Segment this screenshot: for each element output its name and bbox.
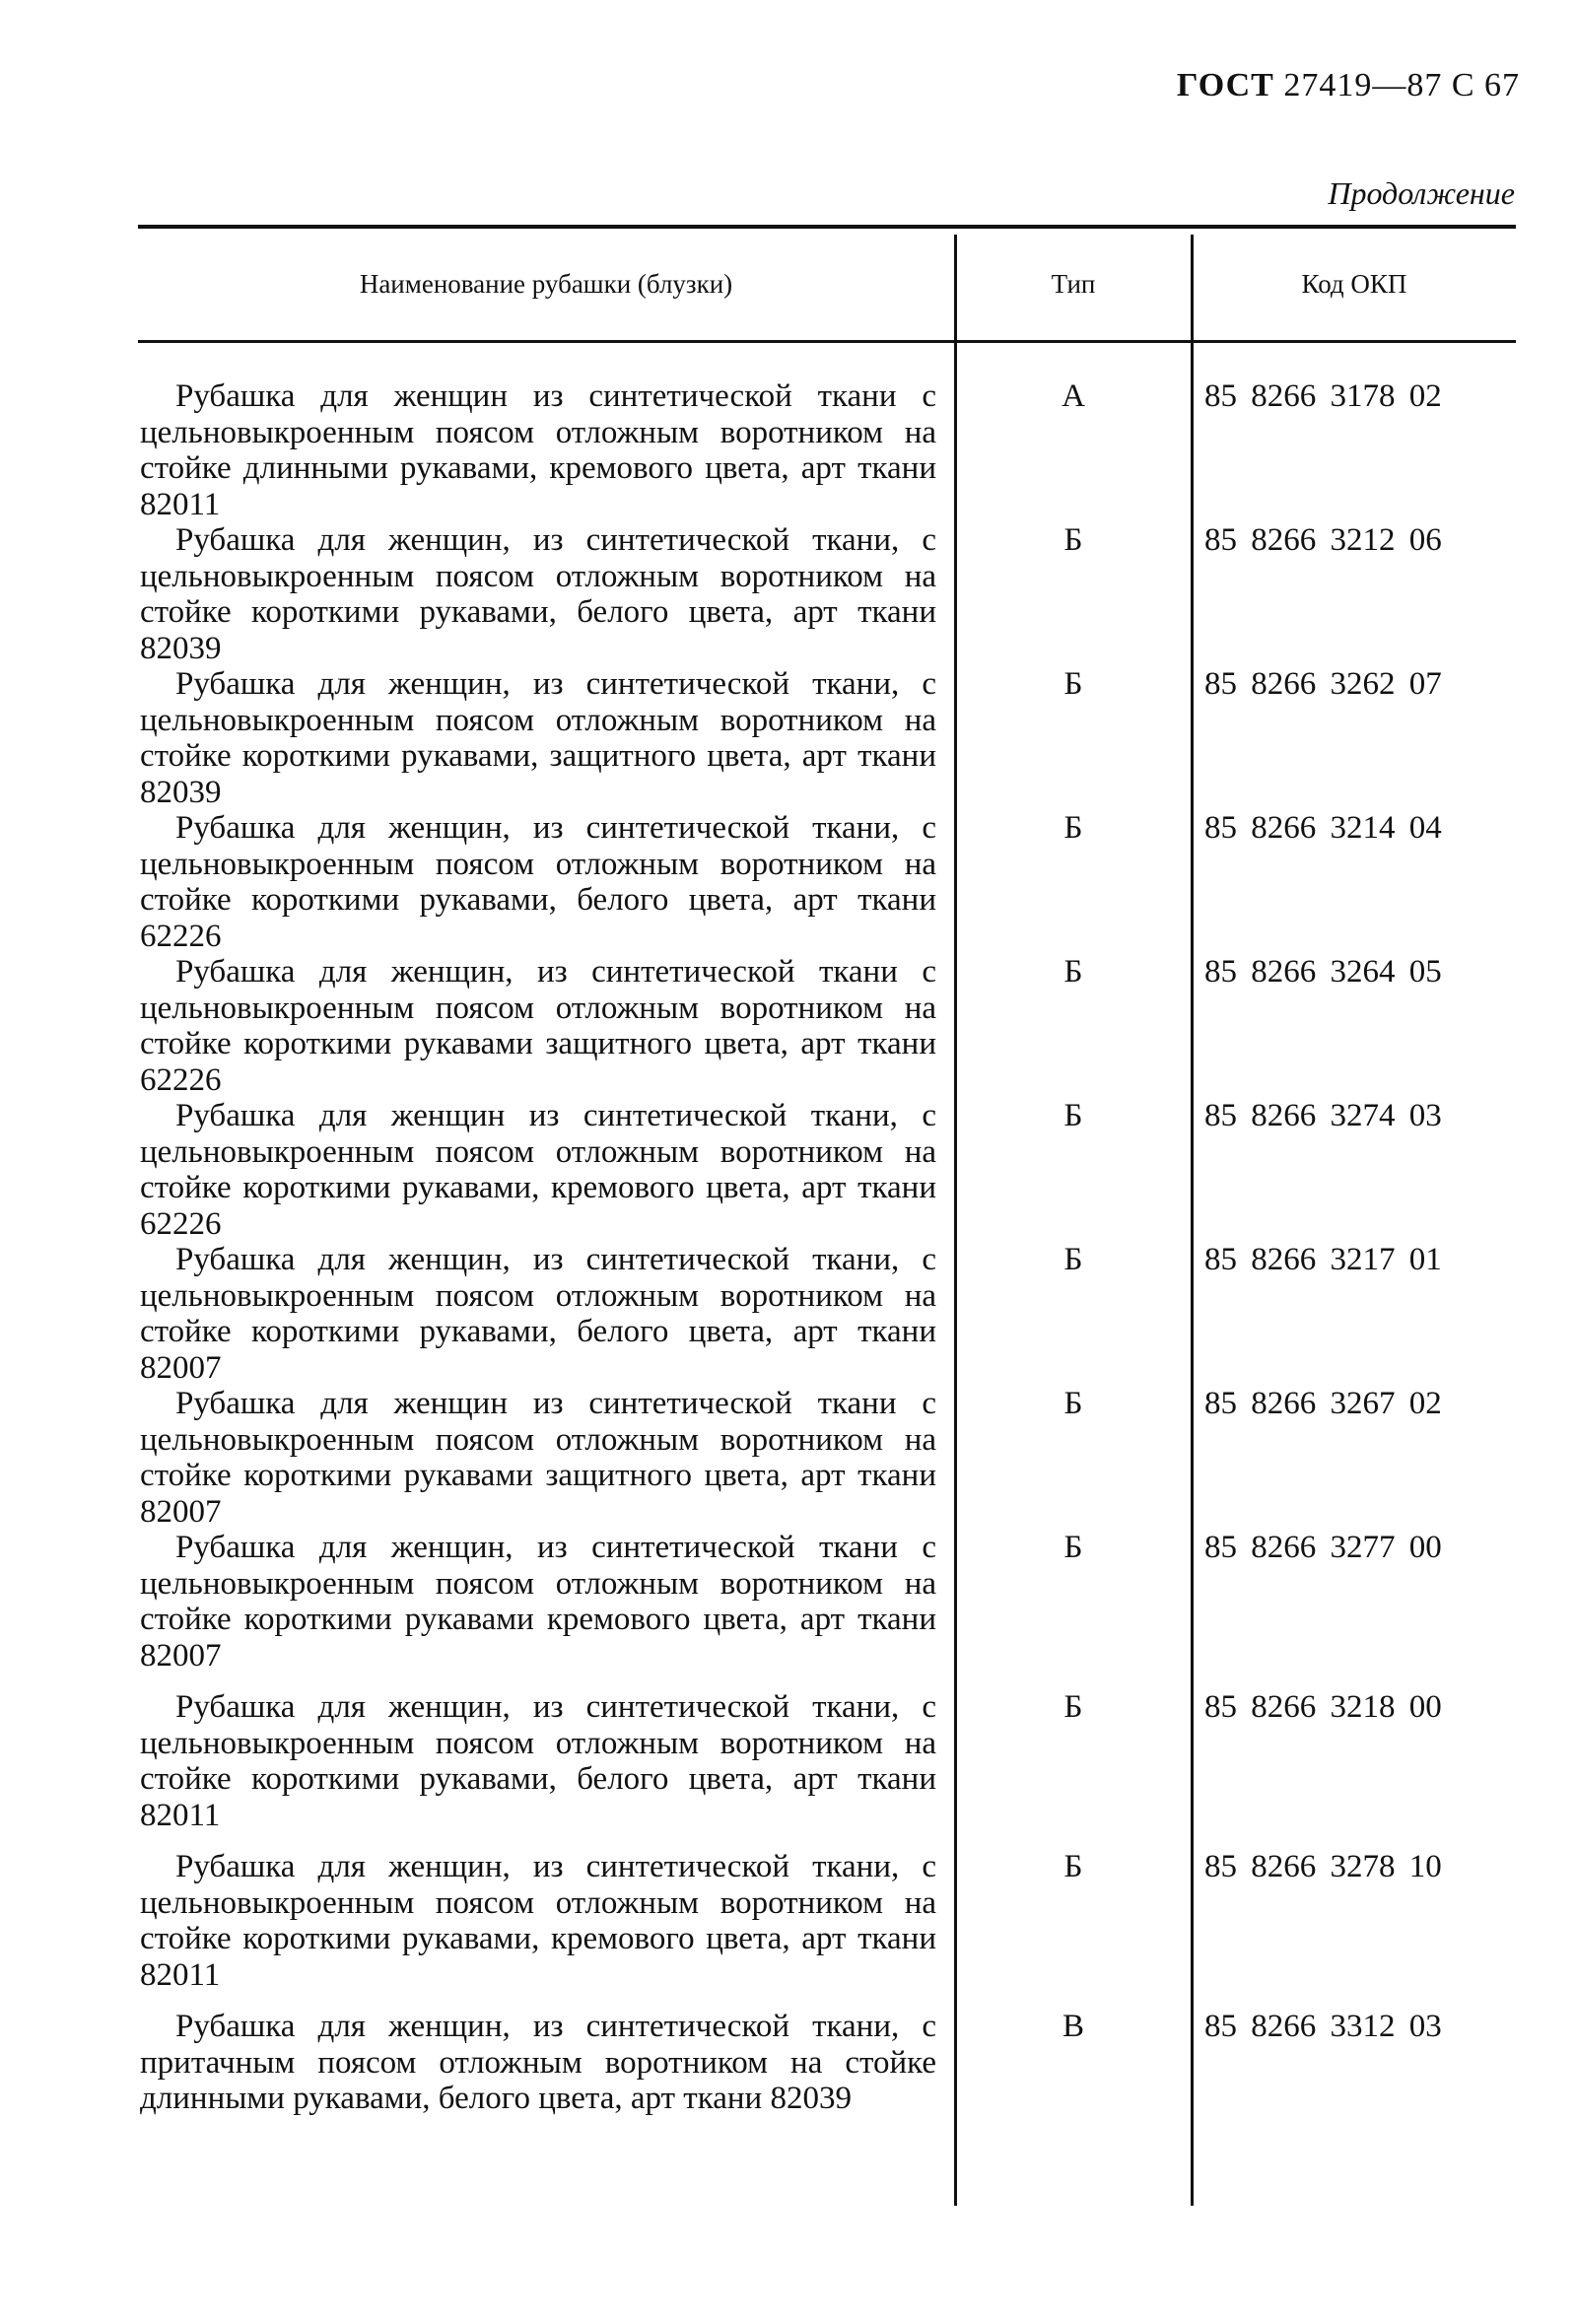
- row-description: Рубашка для женщин, из синтетической ткани, с цельновыкроенным поясом отложным воротником на стойке короткими рукавами, белого цвета, арт ткани 82011: [140, 1689, 936, 1833]
- column-header-name: Наименование рубашки (блузки): [359, 269, 733, 299]
- continuation-label: Продолжение: [1328, 175, 1515, 211]
- column-header-code: Код ОКП: [1301, 269, 1407, 299]
- row-type: Б: [1063, 1849, 1083, 1884]
- row-description: Рубашка для женщин, из синтетической ткани, с цельновыкроенным поясом отложным воротником на стойке короткими рукавами, белого цвета, арт ткани 82007: [140, 1242, 936, 1386]
- row-code: 85 8266 3214 04: [1204, 810, 1442, 846]
- row-type: Б: [1063, 810, 1083, 846]
- row-description: Рубашка для женщин, из синтетической ткани с цельновыкроенным поясом отложным воротником на стойке короткими рукавами кремового цвета, арт ткани 82007: [140, 1530, 936, 1674]
- row-code: 85 8266 3274 03: [1204, 1098, 1442, 1133]
- row-description: Рубашка для женщин, из синтетической ткани, с цельновыкроенным поясом отложным воротником на стойке короткими рукавами, кремового цвета, арт ткани 82011: [140, 1849, 936, 1993]
- row-type: Б: [1063, 1098, 1083, 1133]
- row-code: 85 8266 3267 02: [1204, 1386, 1442, 1421]
- row-code: 85 8266 3218 00: [1204, 1689, 1442, 1725]
- row-type: Б: [1063, 666, 1083, 702]
- table-top-rule: [138, 225, 1516, 229]
- row-description: Рубашка для женщин из синтетической ткани с цельновыкроенным поясом отложным воротником на стойке длинными рукавами, кремового цвета, арт ткани 82011: [140, 378, 936, 522]
- row-code: 85 8266 3264 05: [1204, 954, 1442, 990]
- row-type: Б: [1063, 1530, 1083, 1565]
- row-description: Рубашка для женщин, из синтетической ткани с цельновыкроенным поясом отложным воротником на стойке короткими рукавами защитного цвета, арт ткани 62226: [140, 954, 936, 1098]
- row-code: 85 8266 3312 03: [1204, 2009, 1442, 2044]
- row-type: А: [1062, 378, 1085, 414]
- column-divider: [1191, 235, 1194, 2206]
- row-type: Б: [1063, 954, 1083, 990]
- row-type: Б: [1063, 1689, 1083, 1725]
- row-code: 85 8266 3278 10: [1204, 1849, 1442, 1884]
- row-description: Рубашка для женщин, из синтетической ткани, с цельновыкроенным поясом отложным воротником на стойке короткими рукавами, белого цвета, арт ткани 82039: [140, 522, 936, 666]
- table-header-rule: [138, 340, 1516, 343]
- row-description: Рубашка для женщин из синтетической ткани с цельновыкроенным поясом отложным воротником на стойке короткими рукавами защитного цвета, арт ткани 82007: [140, 1386, 936, 1530]
- row-type: Б: [1063, 1242, 1083, 1277]
- row-description: Рубашка для женщин, из синтетической ткани, с цельновыкроенным поясом отложным воротником на стойке короткими рукавами, защитного цвета, арт ткани 82039: [140, 666, 936, 810]
- page-header: [1177, 67, 1520, 104]
- row-description: Рубашка для женщин, из синтетической ткани, с притачным поясом отложным воротником на стойке длинными рукавами, белого цвета, арт ткани 82039: [140, 2009, 936, 2116]
- row-code: 85 8266 3212 06: [1204, 522, 1442, 558]
- row-type: В: [1062, 2009, 1084, 2044]
- row-code: 85 8266 3277 00: [1204, 1530, 1442, 1565]
- row-code: 85 8266 3178 02: [1204, 378, 1442, 414]
- row-code: 85 8266 3262 07: [1204, 666, 1442, 702]
- row-description: Рубашка для женщин из синтетической ткани, с цельновыкроенным поясом отложным воротником на стойке короткими рукавами, кремового цвета, арт ткани 62226: [140, 1098, 936, 1242]
- row-type: Б: [1063, 522, 1083, 558]
- row-type: Б: [1063, 1386, 1083, 1421]
- row-code: 85 8266 3217 01: [1204, 1242, 1442, 1277]
- page-number: С 67: [1451, 67, 1520, 103]
- column-header-type: Тип: [1051, 269, 1096, 299]
- standard-number: 27419—87: [1283, 67, 1443, 103]
- standard-label: ГОСТ: [1176, 67, 1274, 103]
- row-description: Рубашка для женщин, из синтетической ткани, с цельновыкроенным поясом отложным воротником на стойке короткими рукавами, белого цвета, арт ткани 62226: [140, 810, 936, 954]
